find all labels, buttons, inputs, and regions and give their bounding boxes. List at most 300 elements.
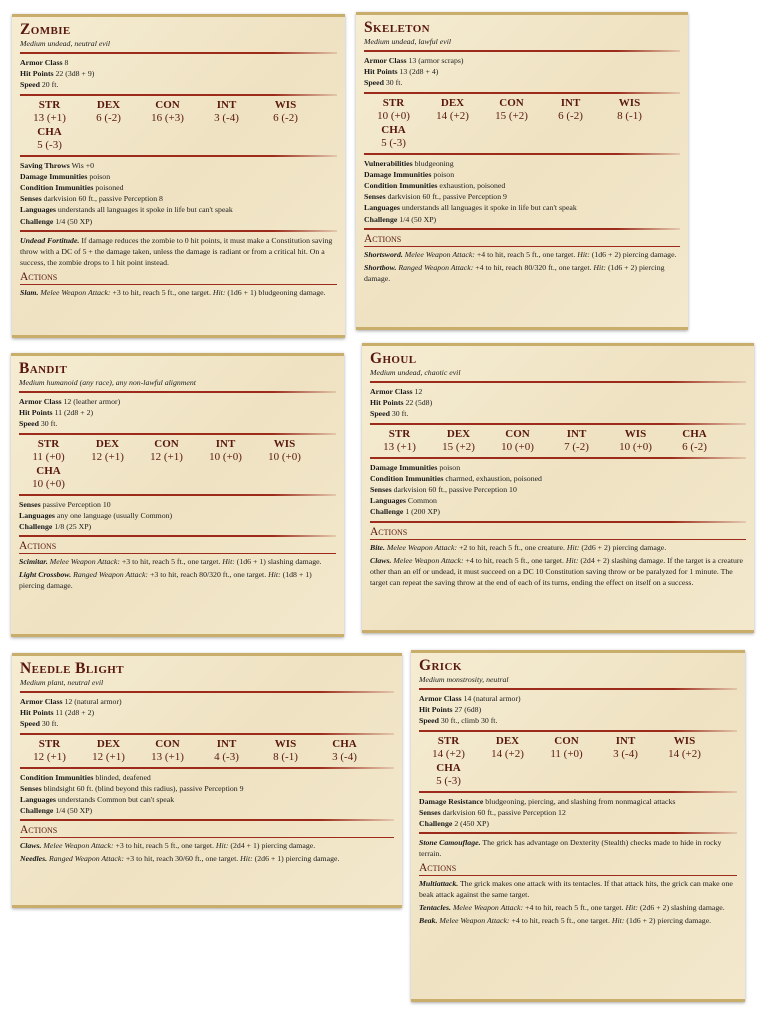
property-line [364, 158, 680, 169]
ability-value: 14 (+2) [668, 747, 701, 760]
action-name: Scimitar. [19, 557, 48, 567]
ability-name: CHA [381, 123, 406, 136]
property-value: poison [439, 462, 461, 472]
ability-name: WIS [274, 737, 297, 750]
ability-dex [478, 735, 537, 761]
ability-name: WIS [273, 437, 296, 450]
property-value: any one language (usually Common) [56, 510, 173, 520]
ability-str [19, 438, 78, 464]
stat-value: 12 (leather armor) [63, 397, 121, 406]
attack-type: Melee Weapon Attack: [393, 555, 464, 565]
property-value: bludgeoning, piercing, and slashing from nonmagical attacks [485, 796, 676, 806]
ability-value: 12 (+1) [33, 750, 66, 763]
stat-label: Speed [19, 419, 39, 429]
monster-name: Zombie [20, 21, 71, 38]
stat-value: 20 ft. [41, 80, 59, 90]
attack-text: +4 to hit, reach 5 ft., one target. [465, 555, 564, 565]
ability-value: 11 (+0) [550, 747, 583, 760]
action-name: Multiattack. [419, 879, 459, 889]
damage-text: (2d6 + 1) piercing damage. [254, 854, 340, 864]
ability-name: DEX [96, 737, 121, 750]
monster-type: Medium monstrosity, neutral [419, 675, 509, 684]
ability-name: WIS [618, 96, 641, 109]
divider-rule [20, 767, 394, 769]
property-value: darkvision 60 ft., passive Perception 9 [387, 192, 507, 202]
attack-text: +4 to hit, reach 5 ft., one target. [525, 903, 624, 913]
property-line [370, 473, 746, 484]
property-value: 1/8 (25 XP) [54, 522, 92, 532]
ability-name: DEX [440, 96, 465, 109]
attack-type: Melee Weapon Attack: [49, 557, 120, 567]
property-line [364, 202, 680, 213]
property-label: Senses [419, 807, 441, 817]
damage-text: (2d4 + 1) piercing damage. [230, 841, 316, 851]
stat-label: Armor Class [20, 697, 63, 706]
stat-label: Speed [20, 80, 40, 90]
divider-rule [19, 433, 336, 435]
damage-text: (1d6 + 2) piercing damage. [591, 249, 677, 259]
ability-con [488, 428, 547, 454]
ability-con [138, 738, 197, 764]
stat-value: 22 (3d8 + 9) [55, 69, 95, 79]
property-label: Senses [364, 192, 386, 202]
ability-int [197, 99, 256, 125]
stat-value: 27 (6d8) [454, 705, 482, 715]
property-value: understands all languages it spoke in life but can't speak [401, 203, 577, 213]
action-name: Tentacles. [419, 903, 451, 913]
monster-name: Skeleton [364, 19, 431, 36]
ability-wis [256, 99, 315, 125]
property-line [370, 462, 746, 473]
ability-int [596, 735, 655, 761]
monster-name: Ghoul [370, 350, 417, 367]
monster-type: Medium undead, lawful evil [364, 37, 452, 46]
attack-type: Melee Weapon Attack: [43, 841, 114, 851]
trait-text: The grick has advantage on Dexterity (Stealth) checks made to hide in rocky terrain. [419, 838, 722, 859]
property-value: 1/4 (50 XP) [55, 216, 93, 226]
ability-value: 8 (-1) [273, 750, 298, 763]
action-name: Claws. [20, 841, 42, 851]
property-value: Wis +0 [71, 160, 95, 170]
divider-rule [19, 391, 336, 393]
ability-name: CHA [36, 464, 61, 477]
hit-label: Hit: [593, 262, 606, 272]
property-label: Senses [370, 485, 392, 495]
ability-value: 14 (+2) [436, 109, 469, 122]
ability-name: CON [499, 96, 524, 109]
bandit-stat-block [11, 353, 344, 637]
ability-str [364, 97, 423, 123]
attack-text: +4 to hit, reach 5 ft., one target. [476, 249, 576, 259]
ability-name: CHA [332, 737, 357, 750]
ability-wis [655, 735, 714, 761]
stat-value: 22 (5d8) [405, 398, 433, 408]
property-label: Damage Resistance [419, 796, 484, 806]
stat-label: Armor Class [370, 387, 413, 396]
ability-name: WIS [673, 734, 696, 747]
action [370, 542, 746, 553]
ability-value: 13 (+1) [151, 750, 184, 763]
ability-name: WIS [624, 427, 647, 440]
ability-cha [20, 126, 79, 152]
property-label: Damage Immunities [20, 171, 88, 181]
needle-blight-stat-block [12, 653, 402, 908]
ability-name: INT [215, 437, 236, 450]
ability-cha [419, 762, 478, 788]
property-line [19, 521, 336, 532]
property-line [20, 805, 394, 816]
basic-stat-line [20, 707, 394, 718]
ability-value: 10 (+0) [377, 109, 410, 122]
property-label: Challenge [19, 522, 53, 532]
property-value: darkvision 60 ft., passive Perception 8 [43, 194, 163, 204]
ability-name: DEX [446, 427, 471, 440]
property-label: Saving Throws [20, 160, 70, 170]
ability-wis [606, 428, 665, 454]
basic-stat-line [19, 407, 336, 418]
ability-value: 4 (-3) [214, 750, 239, 763]
action [419, 915, 737, 926]
property-line [364, 191, 680, 202]
monster-name: Needle Blight [20, 660, 124, 677]
property-label: Vulnerabilities [364, 158, 413, 168]
ability-value: 5 (-3) [436, 774, 461, 787]
stat-label: Hit Points [20, 708, 54, 718]
ability-int [541, 97, 600, 123]
ability-name: CON [155, 737, 180, 750]
ability-dex [79, 738, 138, 764]
ghoul-stat-block [362, 343, 754, 633]
stat-value: 13 (armor scraps) [408, 56, 464, 65]
property-label: Languages [370, 496, 406, 506]
damage-text: (2d4 + 2) slashing damage. If the target is a creature other than an elf or undead, it must succeed on a DC 10 Constitution saving throw or be paralyzed for 1 minute. The target can repeat the saving throw at the end of each of its turns, ending the effect on itself on a success. [370, 555, 743, 587]
damage-text: (1d6 + 1) slashing damage. [236, 557, 322, 567]
ability-name: CON [154, 437, 179, 450]
ability-value: 10 (+0) [619, 440, 652, 453]
ability-name: INT [566, 427, 587, 440]
action [419, 878, 737, 900]
hit-label: Hit: [611, 916, 625, 926]
ability-name: CON [505, 427, 530, 440]
trait-name: Undead Fortitude. [20, 235, 80, 245]
property-value: exhaustion, poisoned [439, 181, 506, 191]
divider-rule [20, 155, 337, 157]
ability-value: 6 (-2) [96, 111, 121, 124]
actions-heading: Actions [370, 526, 746, 540]
attack-text: +3 to hit, reach 80/320 ft., one target. [149, 570, 267, 580]
stat-label: Hit Points [19, 408, 53, 418]
property-line [20, 216, 337, 227]
property-label: Languages [19, 510, 55, 520]
property-label: Challenge [20, 216, 54, 226]
stat-label: Armor Class [20, 58, 63, 67]
stat-label: Hit Points [419, 705, 453, 715]
ability-value: 3 (-4) [214, 111, 239, 124]
actions-heading: Actions [20, 271, 337, 285]
property-label: Condition Immunities [364, 181, 438, 191]
property-line [19, 499, 336, 510]
stat-value: 30 ft. [391, 409, 409, 419]
action [20, 287, 337, 298]
action [19, 569, 336, 591]
hit-label: Hit: [625, 903, 638, 913]
ability-con [537, 735, 596, 761]
stat-value: 11 (2d8 + 2) [55, 708, 95, 718]
monster-type: Medium undead, neutral evil [20, 39, 111, 48]
attack-text: The grick makes one attack with its tentacles. If that attack hits, the grick can make one beak attack against the same target. [419, 879, 733, 900]
property-line [20, 160, 337, 171]
ability-dex [79, 99, 138, 125]
actions-heading: Actions [20, 824, 394, 838]
ability-wis [255, 438, 314, 464]
property-value: blinded, deafened [95, 772, 151, 782]
property-value: understands all languages it spoke in life but can't speak [57, 205, 233, 215]
ability-con [137, 438, 196, 464]
hit-label: Hit: [222, 557, 235, 567]
property-value: blindsight 60 ft. (blind beyond this radius), passive Perception 9 [43, 783, 244, 793]
ability-cha [665, 428, 724, 454]
hit-label: Hit: [566, 542, 580, 552]
property-value: poison [89, 171, 111, 181]
ability-name: STR [37, 437, 60, 450]
ability-value: 5 (-3) [381, 136, 406, 149]
hit-label: Hit: [565, 555, 579, 565]
property-value: poisoned [95, 183, 124, 193]
property-line [364, 214, 680, 225]
skeleton-stat-block [356, 12, 688, 330]
trait-text: If damage reduces the zombie to 0 hit points, it must make a Constitution saving throw with a DC of 5 + the damage taken, unless the damage is radiant or from a critical hit. On a success, the zombie drops to 1 hit point instead. [20, 235, 333, 267]
attack-text: +3 to hit, reach 5 ft., one target. [115, 841, 214, 851]
property-line [364, 169, 680, 180]
property-label: Condition Immunities [20, 183, 94, 193]
stat-label: Speed [20, 719, 40, 729]
ability-value: 10 (+0) [501, 440, 534, 453]
ability-value: 12 (+1) [150, 450, 183, 463]
damage-text: (1d6 + 1) bludgeoning damage. [227, 287, 326, 297]
property-value: 2 (450 XP) [454, 819, 489, 829]
property-line [20, 193, 337, 204]
ability-scores [419, 735, 737, 788]
divider-rule [20, 819, 394, 821]
ability-cha [315, 738, 374, 764]
ability-str [370, 428, 429, 454]
monster-name: Bandit [19, 360, 68, 377]
property-label: Senses [19, 499, 41, 509]
property-line [370, 495, 746, 506]
property-line [419, 818, 737, 829]
basic-stat-line [370, 397, 746, 408]
property-label: Challenge [364, 214, 398, 224]
ability-name: WIS [274, 98, 297, 111]
stat-value: 30 ft. [385, 78, 403, 88]
damage-text: (1d6 + 2) piercing damage. [626, 916, 712, 926]
property-value: 1 (200 XP) [405, 507, 440, 517]
divider-rule [419, 791, 737, 793]
basic-stat-line [364, 77, 680, 88]
action [19, 556, 336, 567]
ability-con [138, 99, 197, 125]
property-line [20, 783, 394, 794]
damage-text: (2d6 + 2) piercing damage. [581, 542, 667, 552]
divider-rule [364, 153, 680, 155]
zombie-stat-block [12, 14, 345, 338]
property-line [20, 772, 394, 783]
stat-value: 30 ft., climb 30 ft. [440, 716, 498, 726]
trait-name: Stone Camouflage. [419, 838, 481, 848]
property-line [19, 510, 336, 521]
divider-rule [364, 228, 680, 230]
property-line [419, 796, 737, 807]
ability-dex [429, 428, 488, 454]
basic-stat-line [419, 704, 737, 715]
actions-heading: Actions [19, 540, 336, 554]
divider-rule [20, 230, 337, 232]
stat-value: 14 (natural armor) [463, 694, 521, 703]
ability-int [197, 738, 256, 764]
ability-name: INT [216, 737, 237, 750]
property-line [20, 794, 394, 805]
ability-name: CON [155, 98, 180, 111]
attack-text: +3 to hit, reach 30/60 ft., one target. [125, 854, 239, 864]
stat-label: Hit Points [364, 67, 398, 77]
ability-dex [78, 438, 137, 464]
ability-dex [423, 97, 482, 123]
ability-name: DEX [95, 437, 120, 450]
property-label: Challenge [370, 507, 404, 517]
property-line [364, 180, 680, 191]
ability-name: INT [615, 734, 636, 747]
property-value: Common [407, 496, 437, 506]
basic-stat-line [20, 696, 394, 707]
ability-name: CHA [436, 761, 461, 774]
ability-value: 6 (-2) [558, 109, 583, 122]
ability-value: 7 (-2) [564, 440, 589, 453]
ability-name: CON [554, 734, 579, 747]
attack-type: Melee Weapon Attack: [439, 916, 510, 926]
stat-value: 11 (2d8 + 2) [54, 408, 94, 418]
ability-int [196, 438, 255, 464]
hit-label: Hit: [240, 854, 253, 864]
divider-rule [364, 50, 680, 52]
divider-rule [20, 733, 394, 735]
ability-name: STR [38, 98, 61, 111]
divider-rule [20, 52, 337, 54]
action [20, 853, 394, 864]
ability-scores [364, 97, 680, 150]
action-name: Slam. [20, 287, 39, 297]
action [20, 840, 394, 851]
property-label: Languages [364, 203, 400, 213]
property-value: poison [433, 169, 455, 179]
basic-stat-line [370, 408, 746, 419]
property-label: Languages [20, 205, 56, 215]
ability-value: 10 (+0) [268, 450, 301, 463]
action-name: Bite. [370, 542, 385, 552]
property-value: 1/4 (50 XP) [55, 806, 93, 816]
property-value: 1/4 (50 XP) [399, 214, 437, 224]
ability-value: 13 (+1) [33, 111, 66, 124]
basic-stat-line [20, 79, 337, 90]
ability-name: CHA [37, 125, 62, 138]
stat-value: 12 (natural armor) [64, 697, 122, 706]
ability-wis [256, 738, 315, 764]
ability-scores [19, 438, 336, 491]
property-label: Languages [20, 795, 56, 805]
property-label: Challenge [20, 806, 54, 816]
monster-name: Grick [419, 657, 462, 674]
property-line [370, 484, 746, 495]
attack-type: Ranged Weapon Attack: [49, 854, 124, 864]
ability-value: 3 (-4) [332, 750, 357, 763]
stat-value: 8 [64, 58, 69, 67]
attack-type: Melee Weapon Attack: [386, 542, 458, 552]
ability-value: 10 (+0) [32, 477, 65, 490]
ability-cha [19, 465, 78, 491]
basic-stat-line [19, 418, 336, 429]
basic-stat-line [419, 715, 737, 726]
ability-scores [20, 99, 337, 152]
stat-value: 30 ft. [41, 719, 59, 729]
property-label: Senses [20, 783, 42, 793]
basic-stat-line [364, 55, 680, 66]
ability-con [482, 97, 541, 123]
ability-name: DEX [96, 98, 121, 111]
attack-type: Melee Weapon Attack: [452, 903, 524, 913]
damage-text: (1d8 + 1) piercing damage. [19, 570, 312, 591]
stat-label: Armor Class [419, 694, 462, 703]
ability-value: 11 (+0) [32, 450, 65, 463]
ability-value: 12 (+1) [91, 450, 124, 463]
action-name: Beak. [419, 916, 438, 926]
action-name: Light Crossbow. [19, 570, 72, 580]
ability-value: 6 (-2) [682, 440, 707, 453]
actions-heading: Actions [364, 233, 680, 247]
ability-value: 15 (+2) [495, 109, 528, 122]
property-line [370, 506, 746, 517]
basic-stat-line [19, 396, 336, 407]
property-value: understands Common but can't speak [57, 795, 175, 805]
monster-type: Medium plant, neutral evil [20, 678, 104, 687]
action-name: Shortsword. [364, 249, 403, 259]
hit-label: Hit: [215, 841, 229, 851]
ability-value: 5 (-3) [37, 138, 62, 151]
ability-name: INT [560, 96, 581, 109]
attack-text: +2 to hit, reach 5 ft., one creature. [459, 542, 565, 552]
basic-stat-line [20, 718, 394, 729]
attack-text: +4 to hit, reach 80/320 ft., one target. [475, 262, 592, 272]
property-line [20, 204, 337, 215]
divider-rule [364, 92, 680, 94]
trait [20, 235, 337, 268]
hit-label: Hit: [268, 570, 281, 580]
property-label: Damage Immunities [370, 462, 438, 472]
action [364, 249, 680, 260]
ability-value: 16 (+3) [151, 111, 184, 124]
divider-rule [19, 535, 336, 537]
stat-label: Speed [364, 78, 384, 88]
stat-value: 30 ft. [40, 419, 58, 429]
ability-scores [370, 428, 746, 454]
divider-rule [419, 832, 737, 834]
ability-wis [600, 97, 659, 123]
basic-stat-line [364, 66, 680, 77]
ability-str [419, 735, 478, 761]
monster-type: Medium humanoid (any race), any non-lawful alignment [19, 378, 196, 387]
ability-scores [20, 738, 394, 764]
stat-label: Hit Points [20, 69, 54, 79]
ability-value: 14 (+2) [432, 747, 465, 760]
basic-stat-line [370, 386, 746, 397]
